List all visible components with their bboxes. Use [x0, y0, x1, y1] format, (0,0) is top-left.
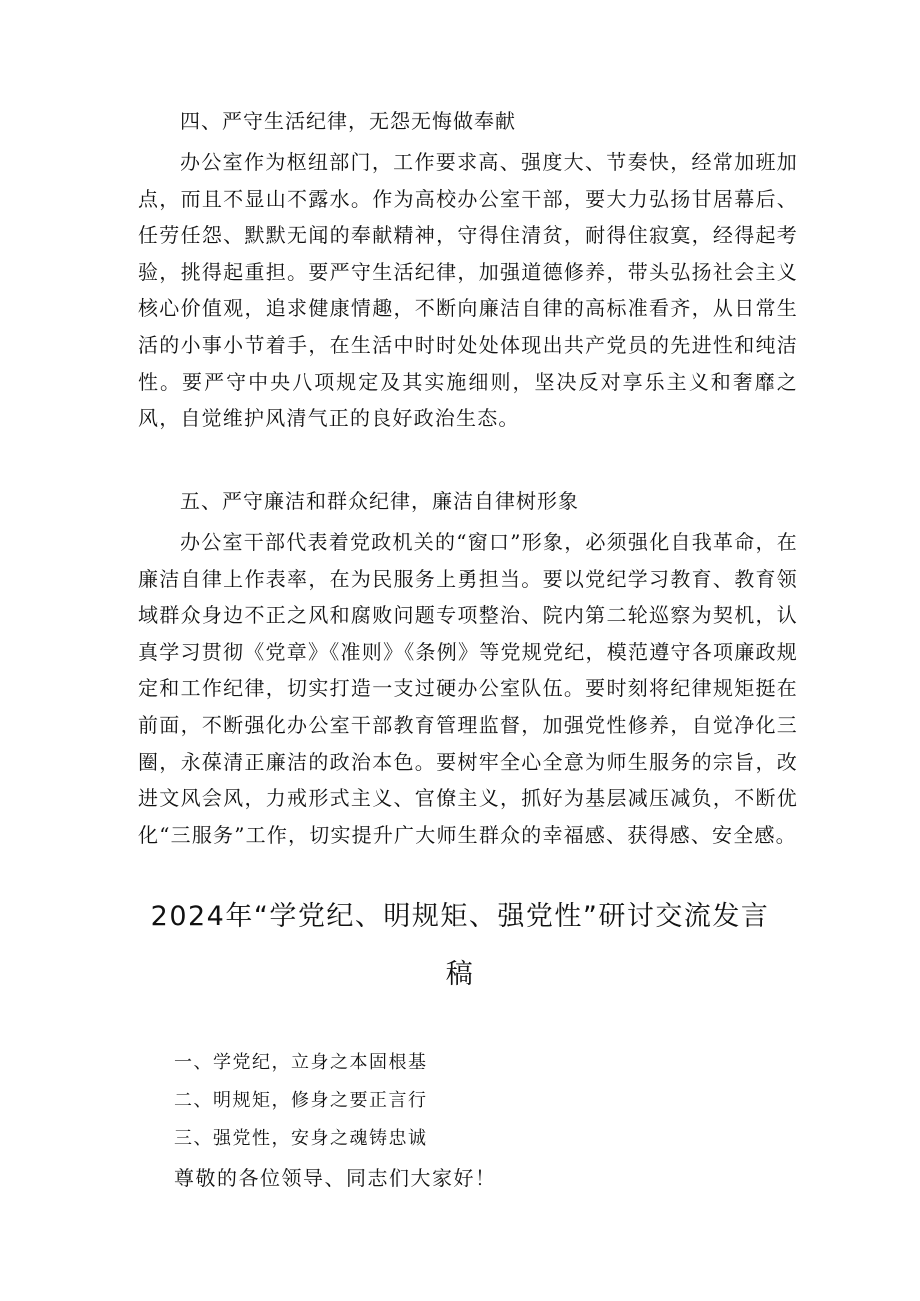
section-4-heading: 四、严守生活纪律，无怨无悔做奉献: [180, 109, 516, 133]
toc-item-3: 三、强党性，安身之魂铸忠诚: [174, 1128, 428, 1149]
section-5-paragraph: 办公室干部代表着党政机关的“窗口”形象，必须强化自我革命，在廉洁自律上作表率，在为民服务上勇担当。要以党纪学习教育、教育领域群众身边不正之风和腐败问题专项整治、院内第二轮巡察为契机，认真学习贯彻《党章》《准则》《条例》等党规党纪，模范遵守各项廉政规定和工作纪律，切实打造一支过硬办公室队伍。要时刻将纪律规矩挺在前面，不断强化办公室干部教育管理监督，加强党性修养，自觉净化三圈，永葆清正廉洁的政治本色。要树牢全心全意为师生服务的宗旨，改进文风会风，力戒形式主义、官僚主义，抓好为基层减压减负，不断优化“三服务”工作，切实提升广大师生群众的幸福感、获得感、安全感。: [138, 530, 798, 847]
greeting: 尊敬的各位领导、同志们大家好！: [174, 1166, 497, 1190]
section-4-paragraph: 办公室作为枢纽部门，工作要求高、强度大、节奏快，经常加班加点，而且不显山不露水。作为高校办公室干部，要大力弘扬甘居幕后、任劳任怨、默默无闻的奉献精神，守得住清贫，耐得住寂寞，经得起考验，挑得起重担。要严守生活纪律，加强道德修养，带头弘扬社会主义核心价值观，追求健康情趣，不断向廉洁自律的高标准看齐，从日常生活的小事小节着手，在生活中时时处处体现出共产党员的先进性和纯洁性。要严守中央八项规定及其实施细则，坚决反对享乐主义和奢靡之风，自觉维护风清气正的良好政治生态。: [138, 150, 798, 431]
toc-item-2: 二、明规矩，修身之要正言行: [174, 1090, 428, 1111]
document-title: 2024年“学党纪、明规矩、强党性”研讨交流发言稿: [150, 901, 770, 990]
section-5-heading: 五、严守廉洁和群众纪律，廉洁自律树形象: [180, 489, 579, 513]
toc-item-1: 一、学党纪，立身之本固根基: [174, 1052, 428, 1073]
